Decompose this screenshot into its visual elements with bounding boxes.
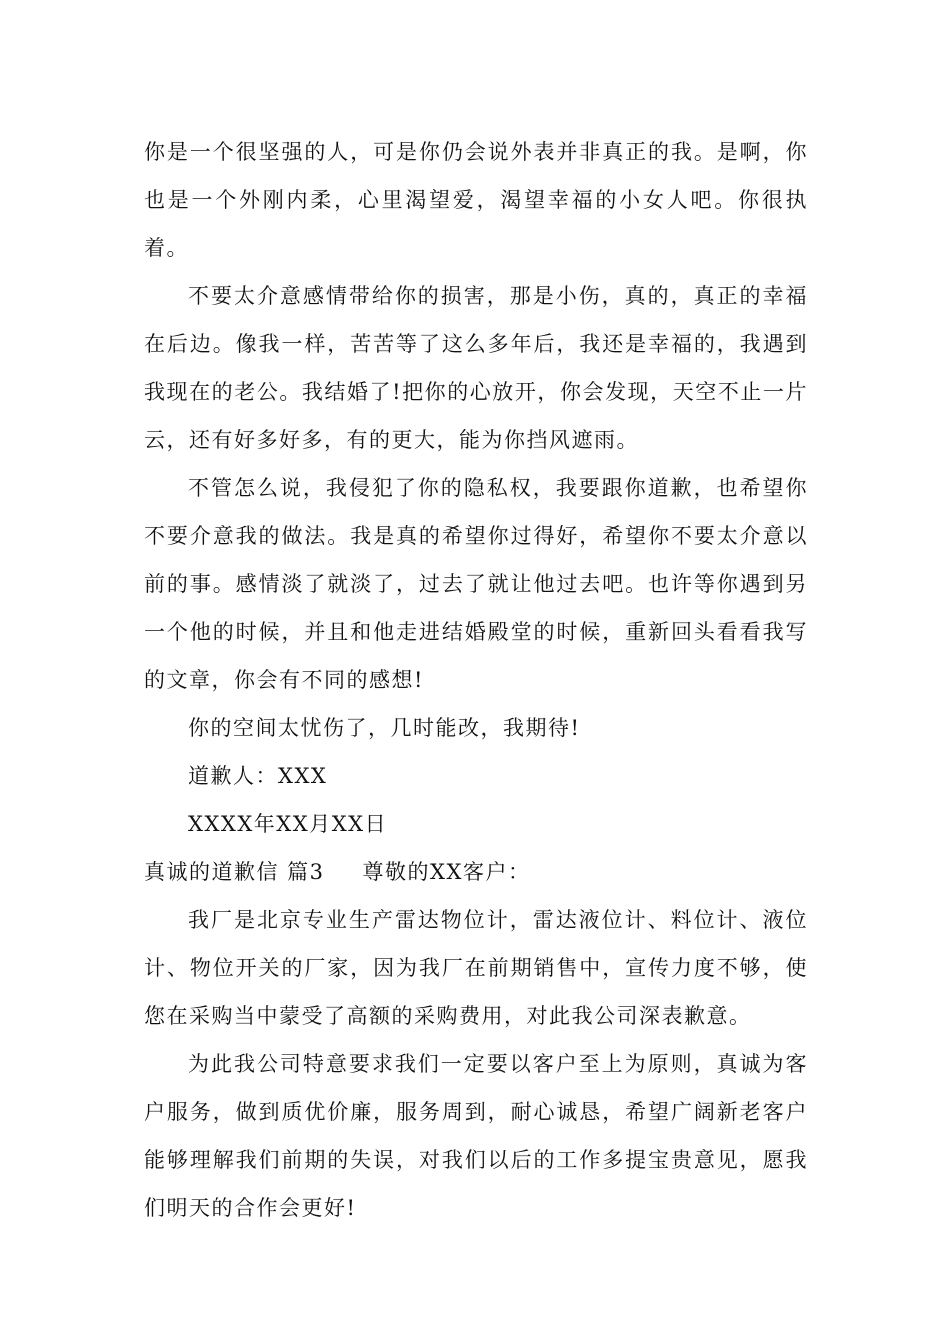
signature-apologizer: 道歉人：XXX (188, 764, 328, 788)
paragraph-customer-first: 为此我公司特意要求我们一定要以客户至上为原则，真诚为客户服务，做到质优价廉，服务周到，耐心诚恳，希望广阔新老客户能够理解我们前期的失误，对我们以后的工作多提宝贵意见，愿我们明天的合作会更好! (144, 1052, 808, 1220)
paragraph-strong-person: 你是一个很坚强的人，可是你仍会说外表并非真正的我。是啊，你也是一个外刚内柔，心里渴望爱，渴望幸福的小女人吧。你很执着。 (144, 140, 808, 260)
signature-date: XXXX年XX月XX日 (188, 812, 388, 836)
salutation: 尊敬的XX客户： (362, 860, 531, 884)
paragraph-happiness-ahead: 不要太介意感情带给你的损害，那是小伤，真的，真正的幸福在后边。像我一样，苦苦等了这么多年后，我还是幸福的，我遇到我现在的老公。我结婚了!把你的心放开，你会发现，天空不止一片云，还有好多好多，有的更大，能为你挡风遮雨。 (144, 284, 808, 452)
section-title: 真诚的道歉信 篇3 (144, 860, 325, 884)
paragraph-factory-apology: 我厂是北京专业生产雷达物位计，雷达液位计、料位计、液位计、物位开关的厂家，因为我厂在前期销售中，宣传力度不够，使您在采购当中蒙受了高额的采购费用，对此我公司深表歉意。 (144, 908, 808, 1028)
paragraph-apology-privacy: 不管怎么说，我侵犯了你的隐私权，我要跟你道歉，也希望你不要介意我的做法。我是真的希望你过得好，希望你不要太介意以前的事。感情淡了就淡了，过去了就让他过去吧。也许等你遇到另一个他的时候，并且和他走进结婚殿堂的时候，重新回头看看我写的文章，你会有不同的感想! (144, 476, 808, 692)
paragraph-sad-space: 你的空间太忧伤了，几时能改，我期待! (188, 716, 581, 740)
document-page (144, 128, 808, 1232)
section-heading (144, 848, 808, 896)
